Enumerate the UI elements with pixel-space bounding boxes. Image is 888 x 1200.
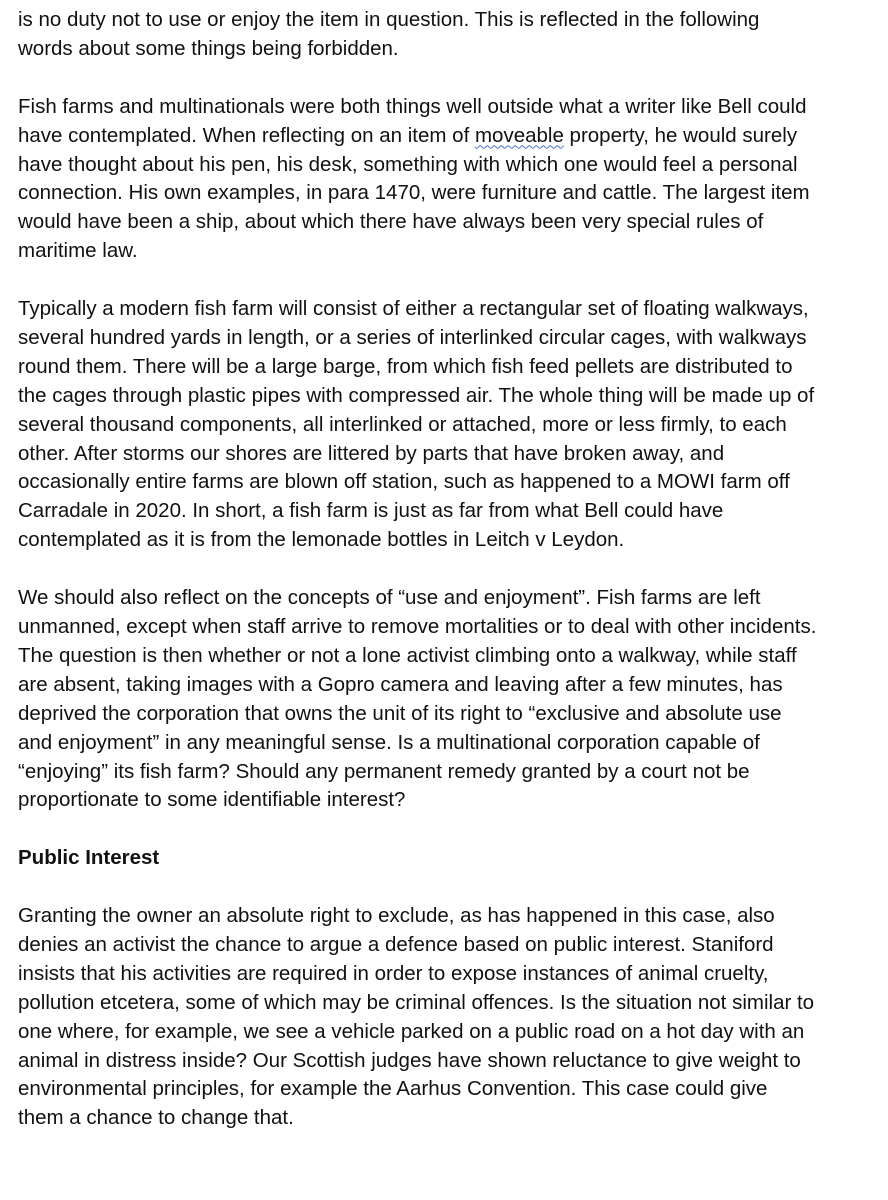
text-line: would have been a ship, about which there have always been very special rules of xyxy=(18,210,764,234)
text-line: connection. His own examples, in para 1470, were furniture and cattle. The largest item xyxy=(18,181,810,205)
text-line: one where, for example, we see a vehicle parked on a public road on a hot day with an xyxy=(18,1019,805,1043)
text-line: We should also reflect on the concepts of “use and enjoyment”. Fish farms are left xyxy=(18,586,761,610)
text-line: Fish farms and multinationals were both things well outside what a writer like Bell could xyxy=(18,94,807,118)
document-body xyxy=(18,6,878,1162)
text-line: Typically a modern fish farm will consist of either a rectangular set of floating walkways, xyxy=(18,297,809,321)
text-line: “enjoying” its fish farm? Should any permanent remedy granted by a court not be xyxy=(18,759,750,783)
section-heading: Public Interest xyxy=(18,846,160,870)
text-line: them a chance to change that. xyxy=(18,1106,294,1130)
text-line: The question is then whether or not a lone activist climbing onto a walkway, while staff xyxy=(18,643,797,667)
text-line: unmanned, except when staff arrive to remove mortalities or to deal with other incidents. xyxy=(18,614,817,638)
text-line xyxy=(18,122,878,151)
text-line: other. After storms our shores are littered by parts that have broken away, and xyxy=(18,441,725,465)
text-line: environmental principles, for example the Aarhus Convention. This case could give xyxy=(18,1077,768,1101)
text-line: contemplated as it is from the lemonade bottles in Leitch v Leydon. xyxy=(18,528,625,552)
text-fragment: property, he would surely xyxy=(563,123,798,147)
text-line: animal in distress inside? Our Scottish judges have shown reluctance to give weight to xyxy=(18,1048,801,1072)
text-line: is no duty not to use or enjoy the item in question. This is reflected in the following xyxy=(18,8,760,31)
text-line: several hundred yards in length, or a series of interlinked circular cages, with walkways xyxy=(18,325,807,349)
text-line: words about some things being forbidden. xyxy=(18,36,399,60)
text-line: denies an activist the chance to argue a defence based on public interest. Staniford xyxy=(18,932,774,956)
paragraph-use-enjoyment xyxy=(18,584,878,815)
text-fragment: have contemplated. When reflecting on an item of xyxy=(18,123,475,147)
paragraph-public-interest xyxy=(18,902,878,1133)
text-line: are absent, taking images with a Gopro camera and leaving after a few minutes, has xyxy=(18,672,783,696)
text-line: maritime law. xyxy=(18,239,138,263)
text-line: occasionally entire farms are blown off station, such as happened to a MOWI farm off xyxy=(18,470,790,494)
text-line: several thousand components, all interlinked or attached, more or less firmly, to each xyxy=(18,412,787,436)
paragraph-duty xyxy=(18,6,878,64)
paragraph-fish-farm xyxy=(18,295,878,555)
text-line: pollution etcetera, some of which may be criminal offences. Is the situation not similar to xyxy=(18,990,815,1014)
spellcheck-flagged-word[interactable]: moveable xyxy=(474,123,564,147)
text-line: and enjoyment” in any meaningful sense. Is a multinational corporation capable of xyxy=(18,730,760,754)
text-line: have thought about his pen, his desk, something with which one would feel a personal xyxy=(18,152,798,176)
text-line: Carradale in 2020. In short, a fish farm is just as far from what Bell could have xyxy=(18,499,724,523)
text-line: insists that his activities are required in order to expose instances of animal cruelty, xyxy=(18,961,769,985)
text-line: round them. There will be a large barge, from which fish feed pellets are distributed to xyxy=(18,354,793,378)
text-line: proportionate to some identifiable interest? xyxy=(18,788,406,812)
text-line: deprived the corporation that owns the unit of its right to “exclusive and absolute use xyxy=(18,701,782,725)
text-line: Granting the owner an absolute right to exclude, as has happened in this case, also xyxy=(18,904,775,928)
text-line: the cages through plastic pipes with compressed air. The whole thing will be made up of xyxy=(18,383,815,407)
paragraph-bell xyxy=(18,93,878,266)
